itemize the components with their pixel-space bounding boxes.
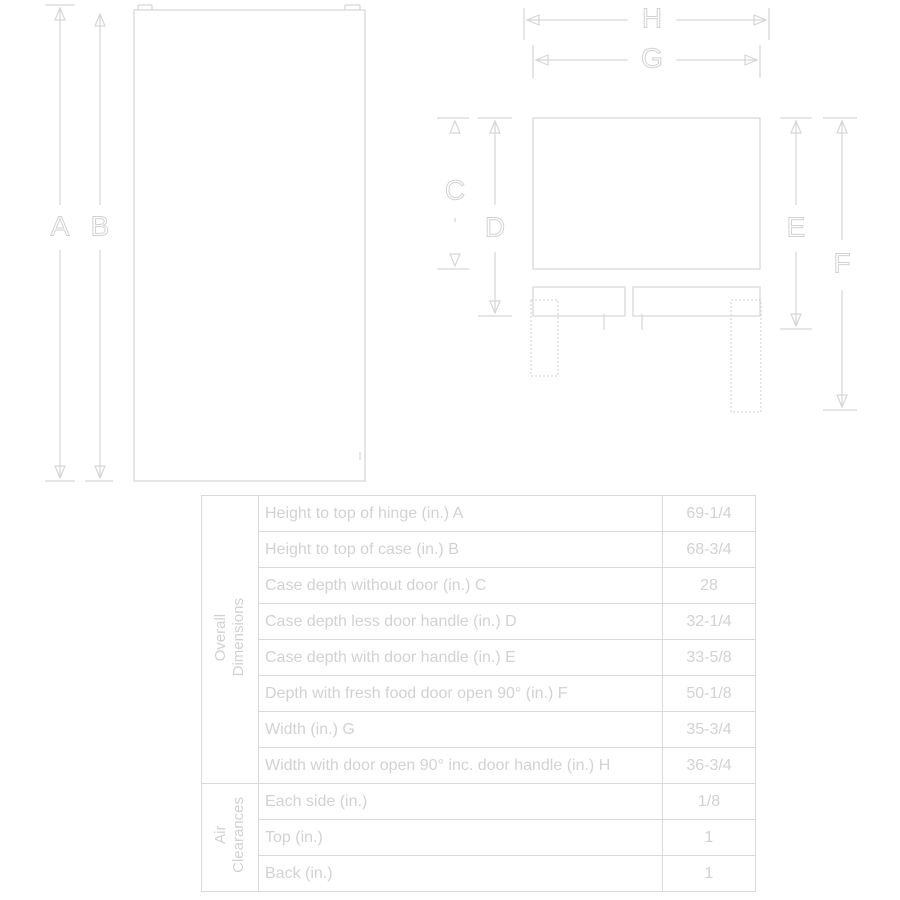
dimension-a xyxy=(45,5,75,481)
dimension-value: 1/8 xyxy=(663,784,756,820)
door-swing-right xyxy=(731,300,761,412)
dimension-value: 33-5/8 xyxy=(663,640,756,676)
label-e: E xyxy=(786,211,806,243)
door-left-top xyxy=(533,287,625,316)
dimension-value: 69-1/4 xyxy=(663,496,756,532)
label-a: A xyxy=(50,210,70,242)
case-top-outline xyxy=(533,118,760,269)
label-g: G xyxy=(641,42,663,74)
group-header-cell xyxy=(202,496,259,784)
table-row xyxy=(202,856,756,892)
table-row xyxy=(202,496,756,532)
dimension-e xyxy=(780,118,812,329)
table-row xyxy=(202,604,756,640)
label-f: F xyxy=(833,247,851,279)
label-b: B xyxy=(90,210,110,242)
dimension-label: Each side (in.) xyxy=(259,784,663,820)
dimension-label: Case depth less door handle (in.) D xyxy=(259,604,663,640)
dimension-value: 50-1/8 xyxy=(663,676,756,712)
table-row xyxy=(202,820,756,856)
dimensions-table-body xyxy=(202,496,756,892)
dimension-label: Width (in.) G xyxy=(259,712,663,748)
table-row xyxy=(202,532,756,568)
dimension-value: 35-3/4 xyxy=(663,712,756,748)
table-row xyxy=(202,676,756,712)
table-row xyxy=(202,640,756,676)
dimension-b xyxy=(85,14,113,481)
group-header-cell xyxy=(202,784,259,892)
group-title: Air Clearances xyxy=(212,797,247,873)
group-title: Overall Dimensions xyxy=(212,597,247,677)
dimension-d xyxy=(478,118,512,316)
dimension-label: Case depth without door (in.) C xyxy=(259,568,663,604)
dimension-value: 68-3/4 xyxy=(663,532,756,568)
dimension-h xyxy=(524,2,769,40)
top-view xyxy=(437,2,857,412)
dimension-value: 1 xyxy=(663,856,756,892)
dimension-label: Back (in.) xyxy=(259,856,663,892)
table-row xyxy=(202,712,756,748)
label-h: H xyxy=(641,2,663,34)
door-swing-left xyxy=(531,300,558,376)
dimension-label: Height to top of hinge (in.) A xyxy=(259,496,663,532)
dimension-value: 36-3/4 xyxy=(663,748,756,784)
dimension-value: 28 xyxy=(663,568,756,604)
dimension-label: Depth with fresh food door open 90° (in.) F xyxy=(259,676,663,712)
label-c: C xyxy=(444,174,466,206)
door-right-top xyxy=(633,287,760,316)
label-d: D xyxy=(484,211,506,243)
dimension-c xyxy=(437,118,469,269)
fridge-front-outline xyxy=(134,10,365,481)
dimension-value: 1 xyxy=(663,820,756,856)
table-row xyxy=(202,568,756,604)
dimensions-table xyxy=(201,495,756,892)
dimension-f xyxy=(823,118,857,410)
front-view xyxy=(45,5,365,481)
dimension-value: 32-1/4 xyxy=(663,604,756,640)
dimension-g xyxy=(533,42,760,78)
dimension-label: Height to top of case (in.) B xyxy=(259,532,663,568)
table-row xyxy=(202,784,756,820)
dimension-label: Top (in.) xyxy=(259,820,663,856)
table-row xyxy=(202,748,756,784)
dimension-label: Case depth with door handle (in.) E xyxy=(259,640,663,676)
dimension-label: Width with door open 90° inc. door handle (in.) H xyxy=(259,748,663,784)
